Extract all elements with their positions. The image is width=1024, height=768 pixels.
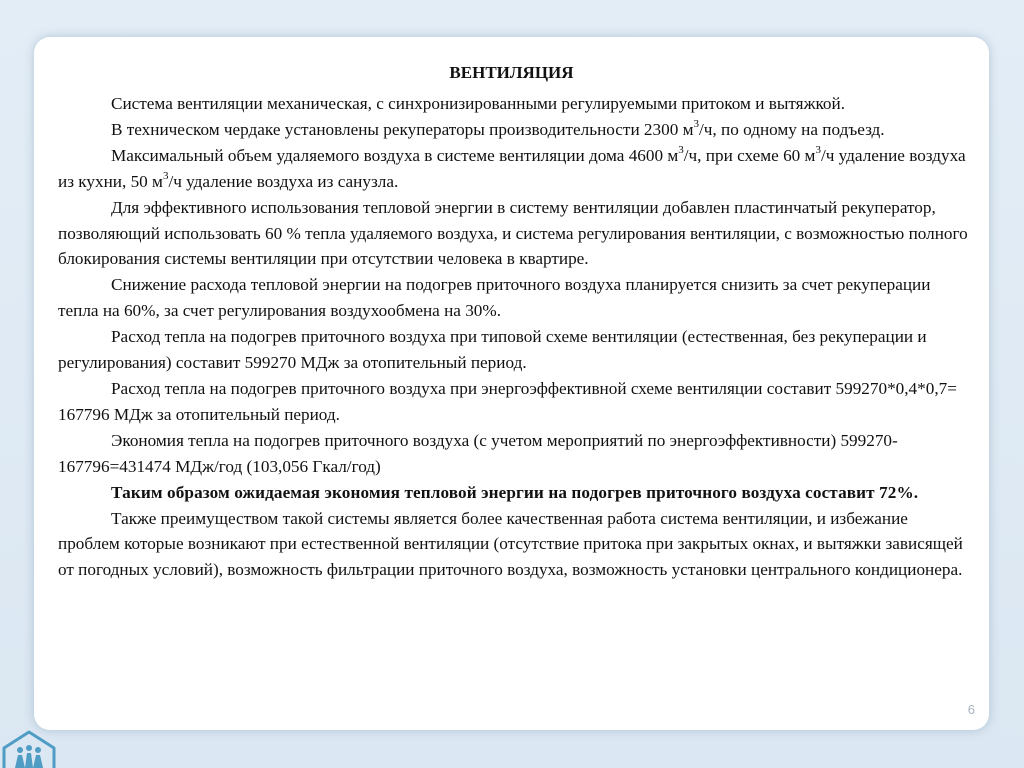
paragraph-text: Максимальный объем удаляемого воздуха в системе вентиляции дома 4600 м (111, 145, 679, 165)
paragraph-typical-consumption: Расход тепла на подогрев приточного воздуха при типовой схеме вентиляции (естественная, без рекуперации и регулирования) составит 599270 МДж за отопительный период. (58, 327, 927, 373)
paragraph-system: Система вентиляции механическая, с синхронизированными регулируемыми притоком и вытяжкой. (111, 94, 846, 113)
paragraph-recuperators (58, 117, 973, 143)
paragraph-reduction: Снижение расхода тепловой энергии на подогрев приточного воздуха планируется снизить за счет рекуперации тепла на 60%, за счет регулирования воздухообмена на 30%. (58, 275, 931, 321)
paragraph-conclusion: Таким образом ожидаемая экономия тепловой энергии на подогрев приточного воздуха составит 72%. (111, 482, 919, 502)
paragraph-text: /ч удаление воздуха из санузла. (168, 171, 399, 191)
paragraph-efficient-consumption: Расход тепла на подогрев приточного воздуха при энергоэффективной схеме вентиляции составит 599270*0,4*0,7= 167796 МДж за отопительный период. (58, 378, 957, 424)
paragraph-text: /ч, по одному на подъезд. (699, 119, 885, 139)
paragraph-text: В техническом чердаке установлены рекуператоры производительности 2300 м (111, 119, 694, 139)
paragraph-text: /ч удаление воздуха из кухни, 50 м (58, 145, 966, 191)
page-number: 6 (967, 702, 975, 717)
superscript: 3 (162, 169, 169, 182)
slide-body (58, 91, 973, 583)
superscript: 3 (815, 144, 821, 157)
paragraph-advantages: Также преимуществом такой системы является более качественная работа система вентиляции, и избежание проблем которые возникают при естественной вентиляции (отсутствие притока при закрытых окнах, и вытяжки зависящей от погодных условий), возможность фильтрации приточного воздуха, возможность установки центрального кондиционера. (58, 508, 963, 580)
slide-card (34, 37, 989, 730)
paragraph-text: /ч, при схеме 60 м (683, 145, 816, 165)
slide-title: ВЕНТИЛЯЦИЯ (449, 63, 574, 82)
superscript: 3 (678, 144, 684, 157)
house-people-logo-icon (0, 728, 58, 768)
superscript: 3 (693, 118, 699, 131)
paragraph-max-volume (58, 143, 973, 195)
paragraph-efficiency: Для эффективного использования тепловой энергии в систему вентиляции добавлен пластинчатый рекуператор, позволяющий использовать 60 % тепла удаляемого воздуха, и система регулирования вентиляции, с возможностью полного блокирования системы вентиляции при отсутствии человека в квартире. (58, 197, 968, 269)
paragraph-savings: Экономия тепла на подогрев приточного воздуха (с учетом мероприятий по энергоэффективности) 599270-167796=431474 МДж/год (103,056 Гкал/год) (58, 430, 898, 476)
